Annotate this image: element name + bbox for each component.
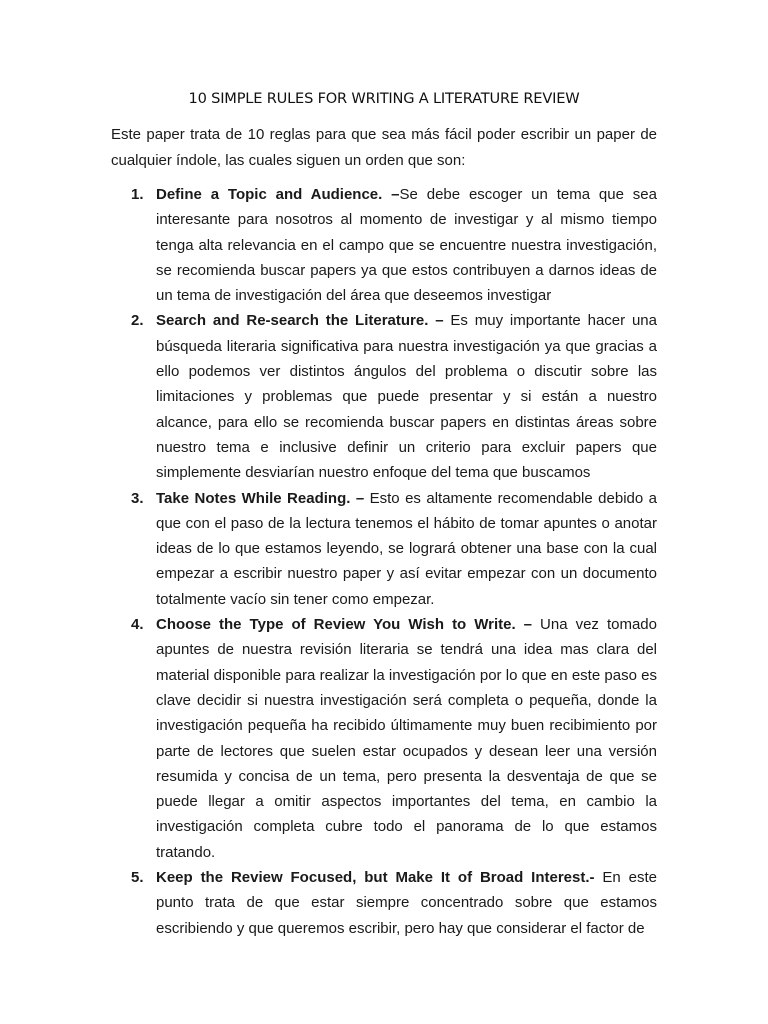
list-item-heading: Define a Topic and Audience. – <box>156 186 400 203</box>
rules-list <box>111 182 657 941</box>
list-item-body: En este punto trata de que estar siempre concentrado sobre que estamos escribiendo y que queremos escribir, pero hay que considerar el factor de <box>156 869 657 937</box>
list-item-number: 5. <box>131 869 144 887</box>
list-item-3 <box>111 486 657 612</box>
list-item-heading: Choose the Type of Review You Wish to Write. – <box>156 616 533 634</box>
list-item-body: Se debe escoger un tema que sea interesante para nosotros al momento de investigar y al mismo tiempo tenga alta relevancia en el campo que se encuentre nuestra investigación, se recomienda buscar papers ya que estos contribuyen a darnos ideas de un tema de investigación del área que deseemos investigar <box>156 186 657 305</box>
list-item-heading: Keep the Review Focused, but Make It of Broad Interest.- <box>156 869 595 887</box>
list-item-number: 2. <box>131 312 144 330</box>
list-item-body: Es muy importante hacer una búsqueda literaria significativa para nuestra investigación ya que gracias a ello podemos ver distintos ángulos del problema o discutir sobre las limitaciones y problemas que puede presentar y si están a nuestro alcance, para ello se recomienda buscar papers en distintas áreas sobre nuestro tema e inclusive definir un criterio para excluir papers que simplemente desviarían nuestro enfoque del tema que buscamos <box>156 312 657 482</box>
list-item-4 <box>111 612 657 865</box>
list-item-heading: Search and Re-search the Literature. – <box>156 312 444 330</box>
list-item-2 <box>111 308 657 485</box>
list-item-body: Una vez tomado apuntes de nuestra revisión literaria se tendrá una idea mas clara del material disponible para realizar la investigación por lo que en este paso es clave decidir si nuestra investigación será completa o pequeña, donde la investigación pequeña ha recibido últimamente muy buen recibimiento por parte de lectores que suelen estar ocupados y desean leer una versión resumida y concisa de un tema, pero presenta la desventaja de que se puede llegar a omitir aspectos importantes del tema, en cambio la investigación completa cubre todo el panorama de lo que estamos tratando. <box>156 616 657 861</box>
list-item-body: Esto es altamente recomendable debido a que con el paso de la lectura tenemos el hábito de tomar apuntes o anotar ideas de lo que estamos leyendo, se logrará obtener una base con la cual empezar a escribir nuestro paper y así evitar empezar con un documento totalmente vacío sin tener como empezar. <box>156 489 657 608</box>
list-item-heading: Take Notes While Reading. – <box>156 489 365 507</box>
list-item-1 <box>111 182 657 308</box>
list-item-number: 1. <box>131 186 144 203</box>
list-item-number: 3. <box>131 489 144 507</box>
list-item-5 <box>111 865 657 941</box>
list-item-number: 4. <box>131 616 144 634</box>
intro-paragraph: Este paper trata de 10 reglas para que sea más fácil poder escribir un paper de cualquier índole, las cuales siguen un orden que son: <box>111 126 657 169</box>
document-title: 10 SIMPLE RULES FOR WRITING A LITERATURE REVIEW <box>188 90 580 107</box>
